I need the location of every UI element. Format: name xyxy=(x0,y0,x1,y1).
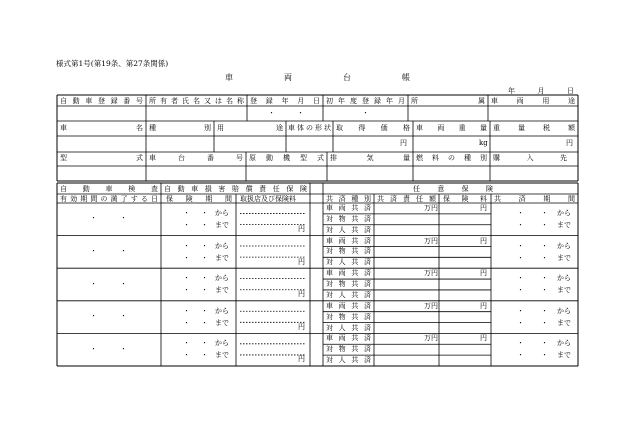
header-row2: 用 途 xyxy=(217,124,283,132)
to-label: まで xyxy=(557,286,571,295)
yen-unit: 円 xyxy=(298,322,305,331)
date-separator: ・ xyxy=(90,344,97,353)
date-separator: ・ xyxy=(90,279,97,288)
optional-insurance-header: 任 意 保 険 xyxy=(413,185,493,193)
date-separator: ・ xyxy=(201,209,208,217)
header-row1: 車 両 用 途 xyxy=(491,97,575,105)
coverage-type: 対 人 共 済 xyxy=(326,258,371,267)
date-separator: ・ xyxy=(201,286,208,295)
date-separator: ・ xyxy=(201,351,208,360)
date-separator: ・ xyxy=(517,209,524,217)
yen-unit: 円 xyxy=(298,290,305,299)
date-separator: ・ xyxy=(541,241,548,250)
header-row1: 所 属 xyxy=(411,97,485,105)
date-separator: ・ xyxy=(517,306,524,315)
header-row2: 車 体 の 形 状 xyxy=(288,124,331,132)
coverage-type: 対 人 共 済 xyxy=(326,290,371,299)
title-char: 帳 xyxy=(402,73,410,82)
from-label: から xyxy=(215,241,229,250)
from-label: から xyxy=(215,274,229,283)
date-separator: ・ xyxy=(517,351,524,360)
man-yen-unit: 万円 xyxy=(424,204,438,212)
date-separator: ・ xyxy=(183,274,190,283)
from-label: から xyxy=(215,339,229,348)
date-separator: ・ xyxy=(90,312,97,321)
coverage-type: 対 物 共 済 xyxy=(326,312,371,321)
to-label: まで xyxy=(215,318,229,327)
date-separator: ・ xyxy=(517,286,524,295)
date-separator: ・ xyxy=(90,246,97,255)
header-row2: 重 量 税 額 xyxy=(493,124,575,132)
date-separator: ・ xyxy=(517,318,524,327)
date-separator: ・ xyxy=(541,209,548,217)
date-separator: ・ xyxy=(541,221,548,229)
coverage-type: 対 人 共 済 xyxy=(326,356,371,365)
from-label: から xyxy=(557,306,571,315)
yen-unit: 円 xyxy=(400,139,407,147)
coverage-type: 対 物 共 済 xyxy=(326,280,371,289)
date-separator: ・ xyxy=(517,253,524,262)
header-row3: 車 台 番 号 xyxy=(149,154,243,162)
date-separator: ・ xyxy=(183,221,190,229)
from-label: から xyxy=(557,241,571,250)
yen-unit: 円 xyxy=(480,269,487,278)
from-label: から xyxy=(557,274,571,283)
liability-amount-header: 共 済 責 任 額 xyxy=(377,195,436,203)
date-separator: ・ xyxy=(183,241,190,250)
header-row3: 購 入 先 xyxy=(493,154,567,162)
title-char: 台 xyxy=(343,73,351,82)
header-row1: 初 年 度 登 録 年 月 xyxy=(326,97,405,105)
yen-unit: 円 xyxy=(480,204,487,212)
header-row2: 取 得 価 格 xyxy=(336,124,410,132)
yen-unit: 円 xyxy=(298,355,305,364)
date-separator: ・ xyxy=(90,214,97,223)
man-yen-unit: 万円 xyxy=(424,334,438,343)
date-separator: ・ xyxy=(541,351,548,360)
validity-header: 有 効 期 間 の 満 了 す る 日 xyxy=(60,195,158,203)
to-label: まで xyxy=(215,286,229,295)
form-number: 様式第1号(第19条、第27条関係) xyxy=(56,59,169,68)
coverage-type: 対 物 共 済 xyxy=(326,214,371,223)
from-label: から xyxy=(215,209,229,217)
man-yen-unit: 万円 xyxy=(424,236,438,245)
date-separator: ・ xyxy=(183,306,190,315)
date-separator: ・ xyxy=(517,221,524,229)
date-separator: ・ xyxy=(201,241,208,250)
title-char: 両 xyxy=(284,73,292,82)
date-separator: ・ xyxy=(541,286,548,295)
yen-unit: 円 xyxy=(298,225,305,233)
coverage-type: 車 両 共 済 xyxy=(326,301,371,310)
coverage-type: 対 人 共 済 xyxy=(326,323,371,332)
coverage-type: 対 物 共 済 xyxy=(326,345,371,354)
to-label: まで xyxy=(215,351,229,360)
coverage-type: 車 両 共 済 xyxy=(326,204,371,212)
header-row1: 自 動 車 登 録 番 号 xyxy=(60,97,143,105)
header-row3: 型 式 xyxy=(60,154,143,162)
date-separator: ・ xyxy=(541,306,548,315)
to-label: まで xyxy=(215,221,229,229)
to-label: まで xyxy=(557,351,571,360)
date-separator: ・ xyxy=(120,344,127,353)
header-row1: 登 録 年 月 日 xyxy=(250,97,320,105)
date-separator: ・ xyxy=(120,214,127,223)
date-separator: ・ xyxy=(297,109,304,117)
date-separator: ・ xyxy=(541,339,548,348)
to-label: まで xyxy=(557,253,571,262)
date-separator: ・ xyxy=(120,312,127,321)
inspection-header: 自 動 車 検 査 xyxy=(60,185,158,193)
title-char: 車 xyxy=(225,73,233,82)
yen-unit: 円 xyxy=(566,139,573,147)
header-row3: 原 動 機 型 式 xyxy=(249,154,324,162)
coverage-type: 対 物 共 済 xyxy=(326,247,371,256)
date-separator: ・ xyxy=(183,209,190,217)
kg-unit: kg xyxy=(479,139,488,147)
header-row3: 燃 料 の 種 別 xyxy=(416,154,487,162)
man-yen-unit: 万円 xyxy=(424,301,438,310)
yen-unit: 円 xyxy=(480,301,487,310)
coverage-type: 車 両 共 済 xyxy=(326,334,371,343)
date-separator: ・ xyxy=(541,318,548,327)
from-label: から xyxy=(557,339,571,348)
date-separator: ・ xyxy=(201,274,208,283)
coverage-period-header: 共 済 期 間 xyxy=(494,195,575,203)
date-separator: ・ xyxy=(517,339,524,348)
coverage-type: 車 両 共 済 xyxy=(326,269,371,278)
date-separator: ・ xyxy=(517,241,524,250)
to-label: まで xyxy=(557,318,571,327)
coverage-type: 対 人 共 済 xyxy=(326,225,371,234)
date-separator: ・ xyxy=(183,339,190,348)
yen-unit: 円 xyxy=(480,236,487,245)
coverage-type-header: 共 済 種 別 xyxy=(326,195,371,203)
from-label: から xyxy=(215,306,229,315)
date-label: 日 xyxy=(567,87,574,95)
header-row2: 車 両 重 量 xyxy=(416,124,487,132)
date-separator: ・ xyxy=(201,221,208,229)
date-separator: ・ xyxy=(201,253,208,262)
date-label: 年 xyxy=(508,87,515,95)
date-separator: ・ xyxy=(201,318,208,327)
date-separator: ・ xyxy=(362,109,369,117)
date-separator: ・ xyxy=(541,253,548,262)
premium-header: 保 険 料 xyxy=(443,195,487,203)
to-label: まで xyxy=(557,221,571,229)
date-separator: ・ xyxy=(183,253,190,262)
agency-header: 取扱店及び保険料 xyxy=(240,195,296,203)
date-separator: ・ xyxy=(183,286,190,295)
header-row2: 種 別 xyxy=(149,124,211,132)
from-label: から xyxy=(557,209,571,217)
date-separator: ・ xyxy=(120,279,127,288)
date-separator: ・ xyxy=(120,246,127,255)
date-separator: ・ xyxy=(183,318,190,327)
liability-header: 自 動 車 損 害 賠 償 責 任 保 険 xyxy=(164,185,307,193)
date-separator: ・ xyxy=(201,306,208,315)
man-yen-unit: 万円 xyxy=(424,269,438,278)
yen-unit: 円 xyxy=(298,257,305,266)
date-separator: ・ xyxy=(541,274,548,283)
header-row3: 排 気 量 xyxy=(330,154,410,162)
date-separator: ・ xyxy=(201,339,208,348)
insurance-period-header: 保 険 期 間 xyxy=(166,195,232,203)
date-label: 月 xyxy=(537,87,545,95)
date-separator: ・ xyxy=(183,351,190,360)
date-separator: ・ xyxy=(268,109,275,117)
date-separator: ・ xyxy=(517,274,524,283)
to-label: まで xyxy=(215,253,229,262)
coverage-type: 車 両 共 済 xyxy=(326,236,371,245)
header-row2: 車 名 xyxy=(60,124,143,132)
header-row1: 所 有 者 氏 名 又 は 名 称 xyxy=(149,97,244,105)
yen-unit: 円 xyxy=(480,334,487,343)
